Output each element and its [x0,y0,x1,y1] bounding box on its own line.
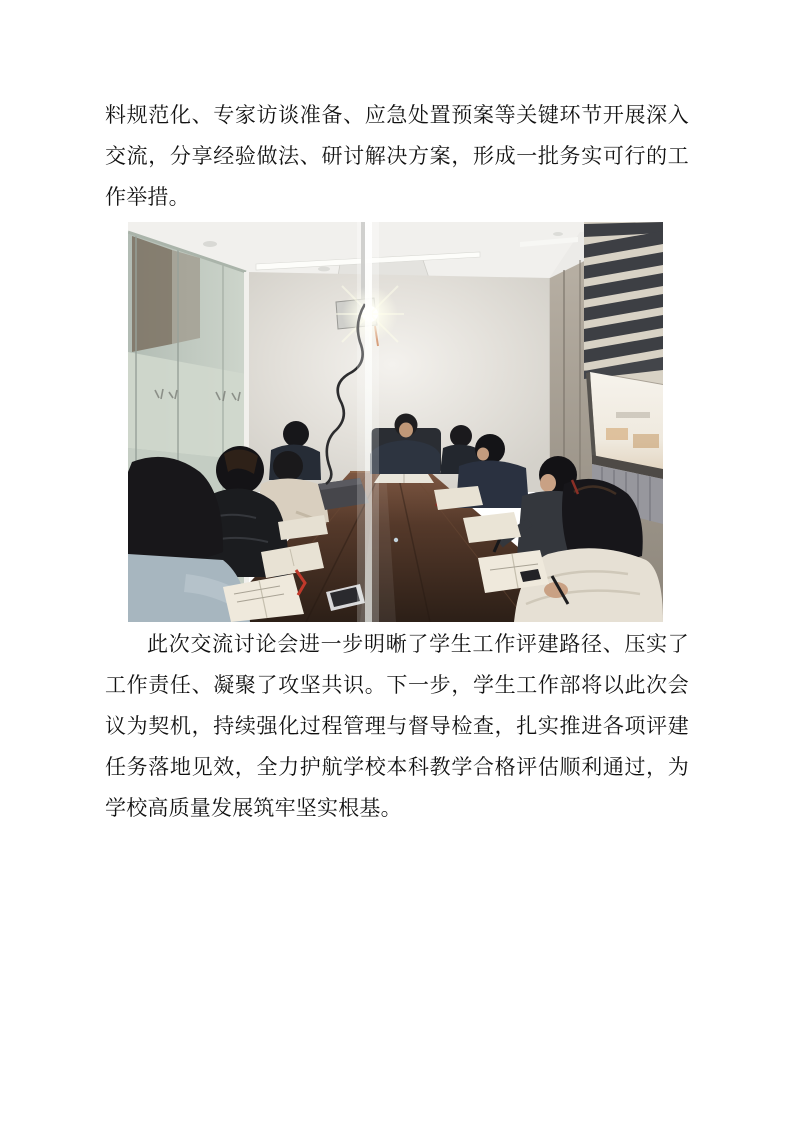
meeting-photo [128,222,663,622]
light-streak [357,222,379,622]
paragraph-conclusion: 此次交流讨论会进一步明晰了学生工作评建路径、压实了工作责任、凝聚了攻坚共识。下一步，学生工作部将以此次会议为契机，持续强化过程管理与督导检查，扎实推进各项评建任务落地见效，全力护航学校本科教学合格评估顺利通过，为学校高质量发展筑牢坚实根基。 [105,632,689,820]
window-blinds [584,222,663,384]
paragraph-continuation: 料规范化、专家访谈准备、应急处置预案等关键环节开展深入交流，分享经验做法、研讨解决方案，形成一批务实可行的工作举措。 [105,103,689,209]
meeting-photo-illustration [128,222,663,622]
